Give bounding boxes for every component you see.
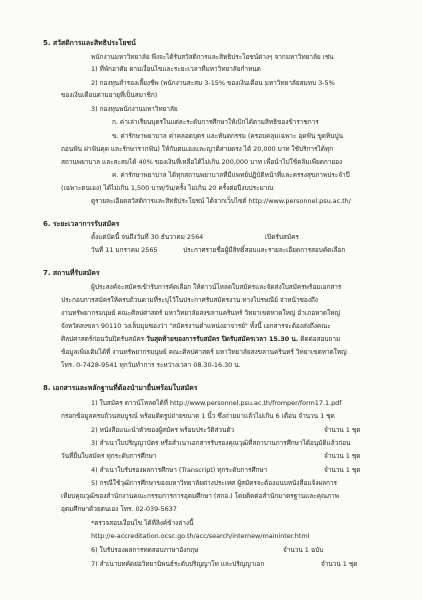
benefit-3c-line-1: ค. ค่ารักษาพยาบาล ได้ทุกสถานพยาบาลที่มีแพทย์ปฏิบัติหน้าที่และครรงสุขภาพประจำปี [112,171,350,179]
benefit-3b-line-1: ข. ค่ารักษาพยาบาล ค่าคลอดบุตร และทันตกรรม (ครอบคลุมเฉพาะ อุดฟัน ขูดหินปูน [112,132,344,140]
benefit-3b-line-2: ถอนฟัน ผ่าฟันคุด และรักษารากฟัน) ให้กับตนเองและญาติสายตรง ได้ 20,000 บาท ใช้บริการได้ทุก [61,145,334,153]
location-line-5-start: ศิลปศาสตร์ก่อนวันปิดรับสมัคร [61,335,147,343]
location-line-5-end: ติดต่อสอบถาม [298,335,341,343]
location-line-2: ประกอบการสมัครให้ครบถ้วนตามที่ระบุไว้ในประกาศรับสมัครงาน ทางไปรษณีย์ จ่าหน้าซองถึง [61,296,318,304]
document-2: 2) หนังสือแนะนำตัวของผู้สมัคร พร้อมประวัติส่วนตัว [91,426,235,434]
location-line-4: จังหวัดสงขลา 90110 วงเล็บมุมซองว่า "สมัครงานตำแหน่งอาจารย์" ทั้งนี้ เอกสารจะต้องส่งถึงคณะ [61,322,331,330]
benefit-3a: ก. ค่าเล่าเรียนบุตรในแต่ละระดับการศึกษาให้เบิกได้ตามสิทธิของข้าราชการ [112,118,319,126]
benefit-3b-line-3: สถานพยาบาล และสะสมได้ 40% ของเงินที่เหลือได้ไม่เกิน 200,000 บาท เพื่อนำไปใช้คลิมเพียดกายอง [61,158,343,166]
benefit-2-line-2: ของเงินเดือนตามอายุที่เป็นสมาชิก) [61,91,158,99]
document-5-line-1: 5) กรณีใช้วุฒิการศึกษาของมหาวิทยาลัยต่างประเทศ ผู้สมัครจะต้องแนบหนังสือแจ้งผลการ [91,479,337,487]
document-5-line-3: อุดมศึกษาด้วยตนเอง โทร. 02-039-5637 [61,505,177,513]
section-5-intro: พนักงานมหาวิทยาลัย พึงจะได้รับสวัสดิการและสิทธิประโยชน์ต่างๆ จากมหาวิทยาลัย เช่น [91,53,334,61]
benefits-note [91,197,351,205]
document-1-line-2: กรอกข้อมูลครบถ้วนสมบูรณ์ พร้อมติดรูปถ่ายขนาด 1 นิ้ว ซึ่งถ่ายมาแล้วไม่เกิน 6 เดือน จำนวน 1 ชุด [61,412,335,420]
benefit-3: 3) กองทุนพนักงานมหาวิทยาลัย [91,105,178,113]
benefit-2-line-1: 2) กองทุนสำรองเลี้ยงชีพ (พนักงานสะสม 3-15% ของเงินเดือน มหาวิทยาลัยสมทบ 3-5% [91,79,335,87]
benefit-3c-line-2: (เฉพาะตนเอง) ได้ไม่เกิน 1,500 บาท/วัน/ครั้ง ไม่เกิน 20 ครั้งต่อปีงบประมาณ [61,184,274,192]
section-8-heading: 8. เอกสารและหลักฐานที่ต้องนำมายื่นพร้อมใบสมัคร [43,384,198,392]
document-2-quantity: จำนวน 1 ชุด [324,426,361,434]
document-5-note: *ตรวจสอบเงื่อนไข ได้ที่ลิงค์ข้างล่างนี้ [91,519,194,527]
location-line-6: ข้อมูลเพิ่มเติมได้ที่ งานทรัพยากรมนุษย์ คณะศิลปศาสตร์ มหาวิทยาลัยสงขลานครินทร์ วิทยาเขตหาดใหญ่ [61,348,347,356]
schedule-row-1-date: ตั้งแต่บัดนี้ จนถึงวันที่ 30 ธันวาคม 2564 [91,233,204,241]
application-deadline: วันสุดท้ายของการรับสมัคร ปิดรับสมัครเวลา 15.30 น. [146,335,299,343]
document-6: 6) ใบรับรองผลการทดสอบภาษาอังกฤษ [91,546,199,554]
document-4-quantity: จำนวน 1 ชุด [324,466,361,474]
section-7-heading: 7. สถานที่รับสมัคร [43,269,100,277]
location-line-1: ผู้ประสงค์จะสมัครเข้ารับการคัดเลือก ให้ดาวน์โหลดใบสมัครและจัดส่งใบสมัครพร้อมเอกสาร [91,283,342,291]
document-3-quantity: จำนวน 1 ชุด [324,452,361,460]
benefits-note-link[interactable]: http://www.personnel.psu.ac.th/ [248,197,351,205]
schedule-row-1-desc: เปิดรับสมัคร [265,233,299,241]
schedule-row-2-date: วันที่ 11 มกราคม 2565 [91,246,158,254]
document-7: 7) สำเนาบทคัดย่อวิทยานิพนธ์ระดับปริญญาโท และปริญญาเอก [91,560,265,568]
accreditation-link[interactable]: http://e-accreditation.ocsc.go.th/acc/search/internew/maininter.html [91,532,310,540]
location-line-7: โทร. 0-7428-9541 ทุกวันทำการ ระหว่างเวลา 08.30-16.30 น. [61,361,241,369]
document-1-line-1: 1) ใบสมัคร ดาวน์โหลดได้ที่ http://www.personnel.psu.ac.th/fromper/form17.1.pdf [91,399,342,407]
document-6-quantity: จำนวน 1 ฉบับ [283,546,324,554]
document-3-line-2: วันที่ยื่นใบสมัคร ทุกระดับการศึกษา [61,452,157,460]
document-3-line-1: 3) สำเนาใบปริญญาบัตร หรือสำเนาเอกสารรับรองคุณวุฒิที่สถาบานการศึกษาได้อนุมัติแล้วก่อน [91,439,351,447]
document-4: 4) สำเนาใบรับรองผลการศึกษา (Transcript) ทุกระดับการศึกษา [91,466,268,474]
document-7-quantity: จำนวน 1 ชุด [321,560,358,568]
section-6-heading: 6. ระยะเวลาการรับสมัคร [43,220,120,228]
section-5-heading: 5. สวัสดิการและสิทธิประโยชน์ [43,39,136,47]
document-5-line-2: เทียบคุณวุฒิของสำนักงานคณะกรรมการการอุดมศึกษา (สกอ.) โดยติดต่อสำนักมาตรฐานและคุณภาพ [61,492,340,500]
schedule-row-2-desc: ประกาศรายชื่อผู้มีสิทธิ์สอบและรายละเอียดการสอบคัดเลือก [183,246,346,254]
benefit-1: 1) ที่พักอาศัย ตามเงื่อนไขและระยะเวลาที่มหาวิทยาลัยกำหนด [91,65,261,73]
location-line-3: งานทรัพยากรมนุษย์ คณะศิลปศาสตร์ มหาวิทยาลัยสงขลานครินทร์ วิทยาเขตหาดใหญ่ อำเภอหาดใหญ่ [61,309,340,317]
benefits-note-label: ดูรายละเอียดสวัสดิการและสิทธิประโยชน์ ได้จากเว็บไซต์ [91,197,247,205]
location-line-5 [61,335,340,343]
